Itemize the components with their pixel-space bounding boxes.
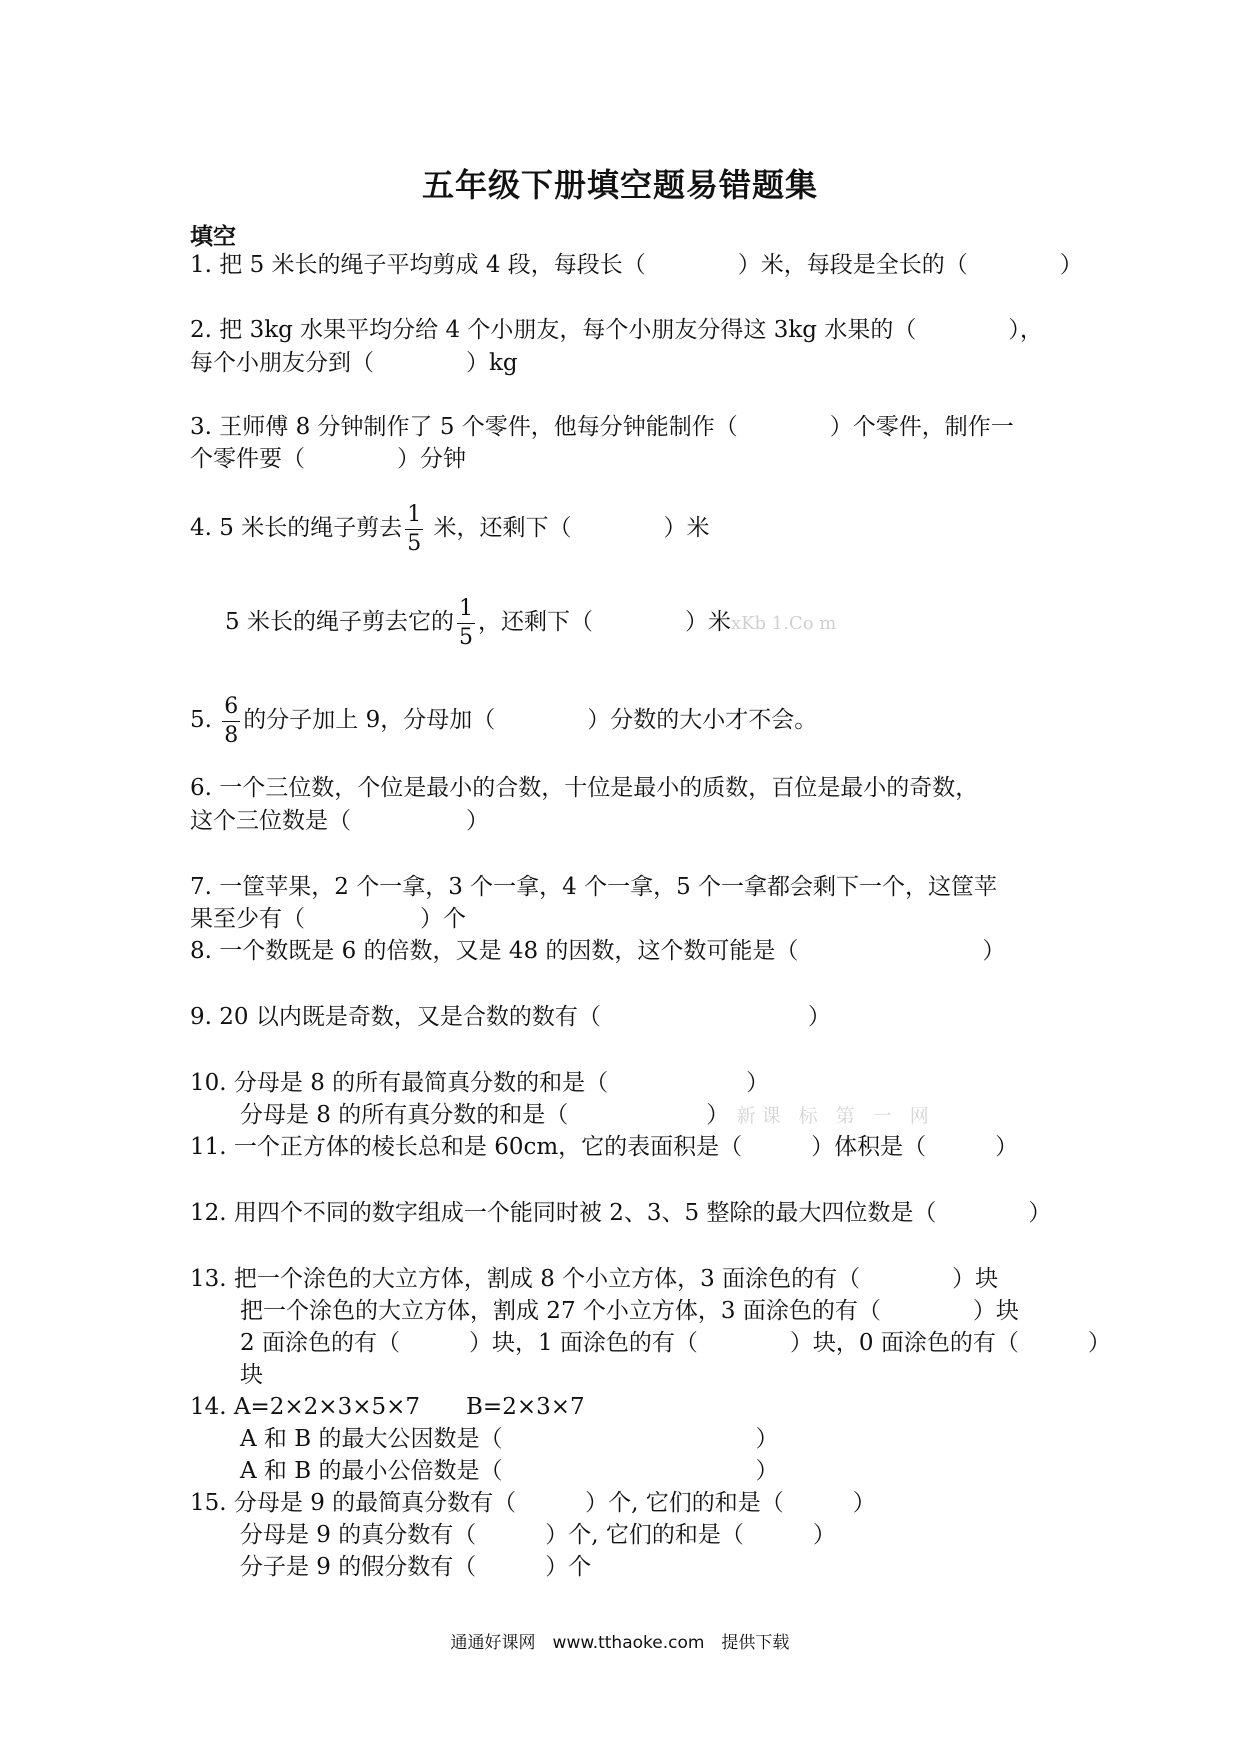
question-10-line-1: 10. 分母是 8 的所有最简真分数的和是（ ） — [190, 1070, 770, 1096]
question-13-line-4: 块 — [240, 1362, 263, 1388]
question-4-line-2 — [225, 592, 836, 654]
question-11: 11. 一个正方体的棱长总和是 60cm，它的表面积是（ ）体积是（ ） — [190, 1134, 1019, 1160]
question-4b-prefix: 5 米长的绳子剪去它的 — [225, 609, 454, 635]
fraction-one-fifth — [405, 501, 423, 556]
question-10b-text: 分母是 8 的所有真分数的和是（ ） — [240, 1102, 730, 1128]
question-5 — [190, 690, 817, 750]
fraction-numerator: 1 — [457, 598, 475, 624]
question-9: 9. 20 以内既是奇数，又是合数的数有（ ） — [190, 1004, 831, 1030]
question-12: 12. 用四个不同的数字组成一个能同时被 2、3、5 整除的最大四位数是（ ） — [190, 1200, 1052, 1226]
question-4a-suffix: 米，还剩下（ ）米 — [426, 515, 710, 541]
fraction-denominator: 5 — [458, 624, 473, 650]
question-13-line-3: 2 面涂色的有（ ）块，1 面涂色的有（ ）块，0 面涂色的有（ ） — [240, 1330, 1111, 1356]
question-7-line-2: 果至少有（ ）个 — [190, 906, 466, 932]
question-4a-prefix: 4. 5 米长的绳子剪去 — [190, 515, 403, 541]
question-13-line-2: 把一个涂色的大立方体，割成 27 个小立方体，3 面涂色的有（ ）块 — [240, 1298, 1019, 1324]
question-6-line-2: 这个三位数是（ ） — [190, 808, 489, 834]
question-10-line-2 — [240, 1100, 935, 1131]
page-footer: 通通好课网 www.tthaoke.com 提供下载 — [450, 1633, 790, 1653]
question-1: 1. 把 5 米长的绳子平均剪成 4 段，每段长（ ）米，每段是全长的（ ） — [190, 252, 1083, 278]
question-3-line-2: 个零件要（ ）分钟 — [190, 446, 466, 472]
question-8: 8. 一个数既是 6 的倍数，又是 48 的因数，这个数可能是（ ） — [190, 938, 1006, 964]
fraction-numerator: 6 — [222, 696, 240, 722]
question-2-line-1: 2. 把 3kg 水果平均分给 4 个小朋友，每个小朋友分得这 3kg 水果的（ ）， — [190, 317, 1043, 343]
question-7-line-1: 7. 一筐苹果，2 个一拿，3 个一拿，4 个一拿，5 个一拿都会剩下一个，这筐苹 — [190, 874, 998, 900]
watermark-text: 新课 标 第 一 网 — [736, 1105, 935, 1127]
question-4-line-1 — [190, 498, 710, 558]
section-heading: 填空 — [190, 224, 236, 250]
fraction-denominator: 5 — [407, 530, 422, 556]
question-14-line-1: 14. A=2×2×3×5×7 B=2×3×7 — [190, 1394, 585, 1420]
question-15-line-2: 分母是 9 的真分数有（ ）个, 它们的和是（ ） — [240, 1522, 836, 1548]
question-14-line-2: A 和 B 的最大公因数是（ ） — [240, 1426, 779, 1452]
question-14-line-3: A 和 B 的最小公倍数是（ ） — [240, 1458, 779, 1484]
question-4b-suffix: ，还剩下（ ）米 — [477, 609, 731, 635]
fraction-one-fifth — [457, 595, 475, 650]
fraction-denominator: 8 — [224, 722, 239, 748]
watermark-text: xKb 1.Co m — [730, 613, 837, 634]
question-15-line-1: 15. 分母是 9 的最简真分数有（ ）个, 它们的和是（ ） — [190, 1490, 876, 1516]
question-15-line-3: 分子是 9 的假分数有（ ）个 — [240, 1554, 592, 1580]
page-title: 五年级下册填空题易错题集 — [421, 166, 818, 204]
question-5-number: 5. — [190, 707, 212, 733]
question-2-line-2: 每个小朋友分到（ ）kg — [190, 350, 518, 376]
question-13-line-1: 13. 把一个涂色的大立方体，割成 8 个小立方体，3 面涂色的有（ ）块 — [190, 1266, 999, 1292]
question-6-line-1: 6. 一个三位数，个位是最小的合数，十位是最小的质数，百位是最小的奇数， — [190, 775, 979, 801]
fraction-numerator: 1 — [405, 504, 423, 530]
fraction-six-eighths — [222, 693, 240, 748]
question-3-line-1: 3. 王师傅 8 分钟制作了 5 个零件，他每分钟能制作（ ）个零件，制作一 — [190, 414, 1014, 440]
question-5-text: 的分子加上 9，分母加（ ）分数的大小才不会。 — [243, 707, 818, 733]
